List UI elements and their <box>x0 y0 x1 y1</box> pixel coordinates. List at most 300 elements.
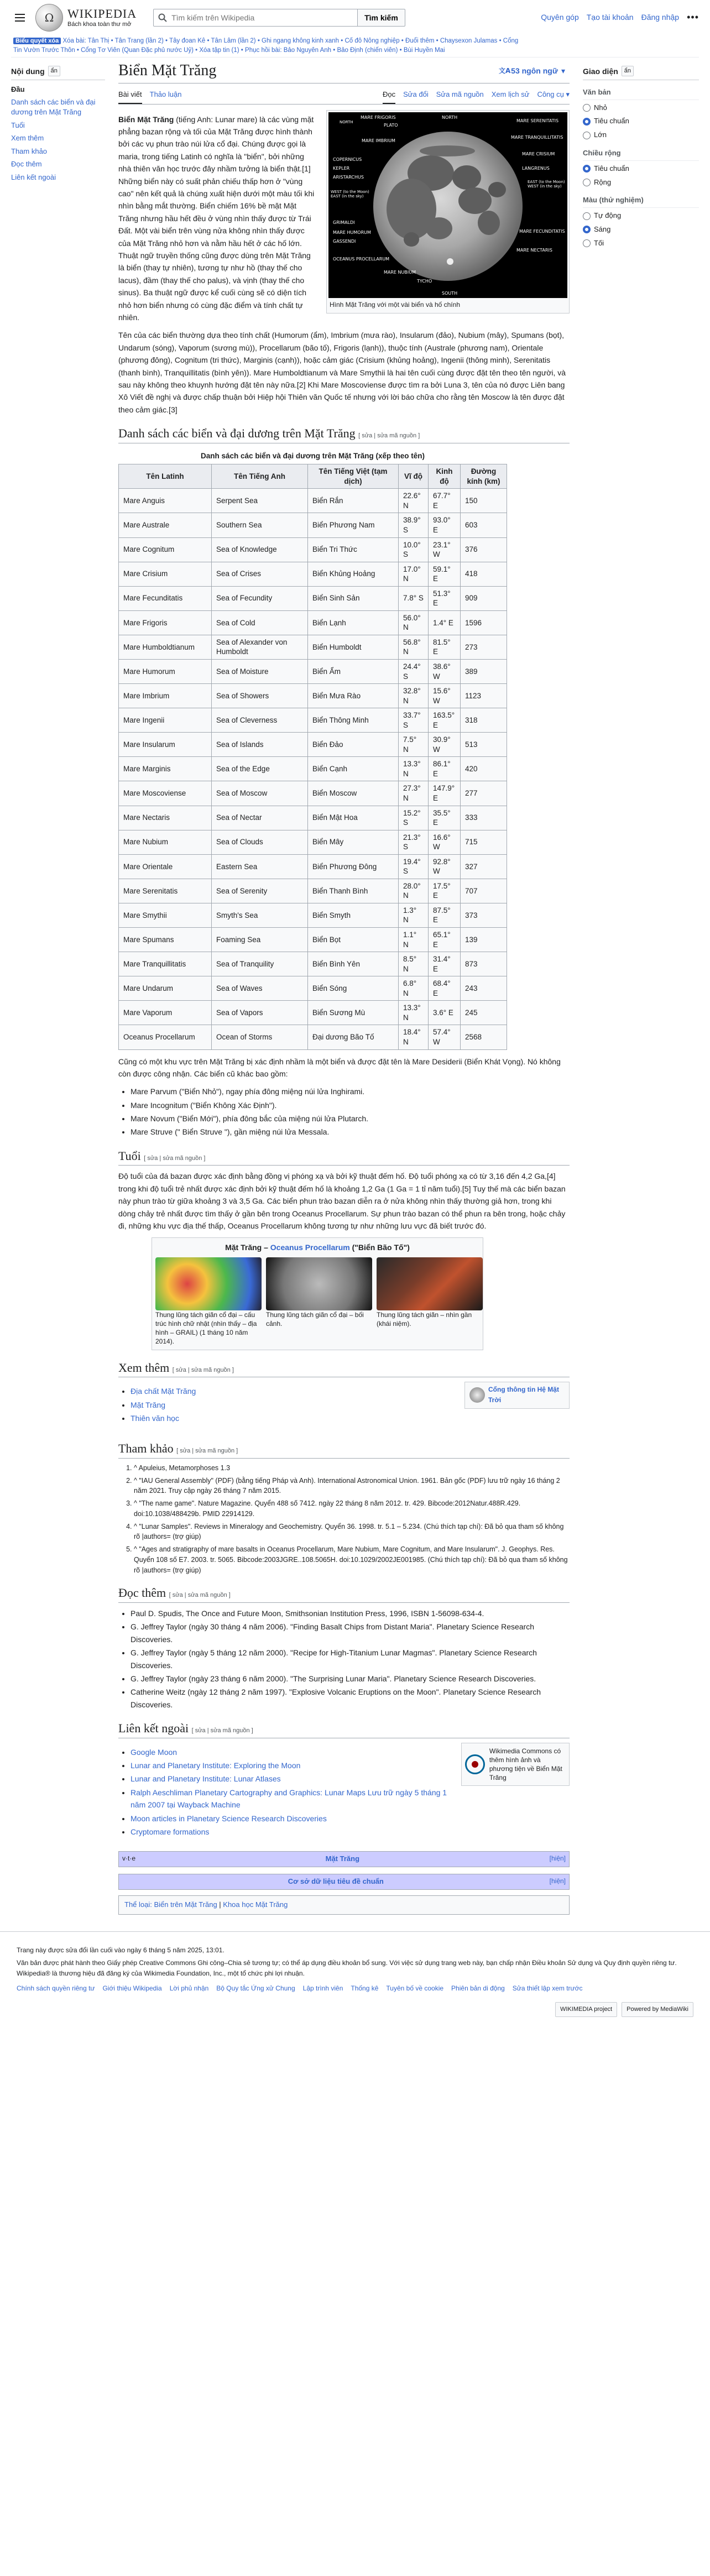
reference-item: 4. ^ "Lunar Samples". Reviews in Mineralogy and Geochemistry. Quyển 36. 1998. tr. 5.1 – 5.234. (Chú thích tạp chí): Đã bỏ qua tham số không rõ |authors= (trợ giúp) <box>134 1522 570 1543</box>
label-west: WEST (to the Moon) EAST (in the sky) <box>331 189 369 199</box>
list-item: • Catherine Weitz (ngày 12 tháng 2 năm 1997). "Explosive Volcanic Eruptions on the Moon". Planetary Science Research Discoveries. <box>130 1686 570 1711</box>
appearance-header <box>583 65 699 80</box>
wikimedia-badge[interactable]: WIKIMEDIA project <box>555 2002 617 2018</box>
appearance-hide-button[interactable]: ẩn <box>622 66 634 77</box>
mediawiki-badge[interactable]: Powered by MediaWiki <box>622 2002 693 2018</box>
table-row <box>119 1025 507 1049</box>
label-grimaldi: GRIMALDI <box>333 220 355 225</box>
label-north: NORTH <box>442 114 458 120</box>
cell-vietnamese-name: Biển Tri Thức <box>308 537 399 562</box>
cell-latitude: 1.3° N <box>399 903 429 927</box>
section-heading-list: Danh sách các biển và đại dương trên Mặt Trăng [ sửa | sửa mã nguồn ] <box>118 426 570 443</box>
appearance-option[interactable] <box>583 238 699 249</box>
cell-english-name: Serpent Sea <box>212 489 308 513</box>
gallery-caption: Thung lũng tách giãn cổ đại – cấu trúc hình chữ nhật (nhìn thấy – địa hình – GRAIL) (1 tháng 10 năm 2014). <box>155 1310 257 1346</box>
cell-diameter: 1123 <box>461 684 507 708</box>
cell-longitude: 35.5° E <box>429 806 461 830</box>
cell-longitude: 38.6° W <box>429 660 461 684</box>
footer-link[interactable]: Tuyên bố về cookie <box>386 1984 444 1993</box>
label-langrenus: LANGRENUS <box>522 165 550 171</box>
cell-latin-name: Mare Crisium <box>119 562 212 586</box>
col-english-name[interactable]: Tên Tiếng Anh <box>212 464 308 489</box>
footer-link[interactable]: Chính sách quyền riêng tư <box>17 1984 95 1993</box>
col-diameter[interactable]: Đường kính (km) <box>461 464 507 489</box>
cell-vietnamese-name: Biển Cạnh <box>308 757 399 781</box>
navbox-title[interactable]: Mặt Trăng <box>325 1854 360 1863</box>
cell-longitude: 30.9° W <box>429 733 461 757</box>
search-form <box>153 9 405 27</box>
radio-icon[interactable] <box>583 165 591 173</box>
external-link[interactable]: Lunar and Planetary Institute: Exploring the Moon <box>130 1761 301 1770</box>
label-mare-nectaris: MARE NECTARIS <box>516 247 552 253</box>
cell-diameter: 150 <box>461 489 507 513</box>
cell-vietnamese-name: Biển Sương Mù <box>308 1001 399 1025</box>
appearance-option-label: Lớn <box>594 130 607 139</box>
footer-link[interactable]: Thống kê <box>351 1984 379 1993</box>
cell-diameter: 389 <box>461 660 507 684</box>
table-row <box>119 952 507 976</box>
cell-english-name: Smyth's Sea <box>212 903 308 927</box>
label-mare-frigoris: MARE FRIGORIS <box>361 114 396 120</box>
navbox-authority <box>118 1874 570 1890</box>
col-latitude[interactable]: Vĩ độ <box>399 464 429 489</box>
gallery-image-grail[interactable] <box>155 1257 262 1310</box>
cell-english-name: Sea of Alexander von Humboldt <box>212 635 308 659</box>
cell-diameter: 513 <box>461 733 507 757</box>
cell-english-name: Sea of Moisture <box>212 660 308 684</box>
cell-latitude: 7.5° N <box>399 733 429 757</box>
cell-diameter: 2568 <box>461 1025 507 1049</box>
appearance-group <box>583 148 699 188</box>
main-menu-button[interactable] <box>11 9 29 27</box>
intro-paragraph-1: Biển Mặt Trăng (tiếng Anh: Lunar mare) là các vùng mặt phẳng bazan rộng và tối của Mặt Trăng được hình thành bởi các vụ phun trào núi lửa cổ đại. Chúng được gọi là maria, trong tiếng Latinh có nghĩa là "biển", bởi những nhà thiên văn học trước đây nhầm tưởng là biển thật.[1] Những biển này có suất phản chiếu thấp hơn ở "vùng cao" nên kết quả là chúng xuất hiện dưới một màu tối khi nhìn bằng mắt thường. Biển chiếm 16% bề mặt Mặt Trăng nhưng hầu hết đều ở vùng nhìn thấy được từ Trái Đất. Một vài biển trên vùng nửa không nhìn thấy được của Mặt Trăng nhỏ hơn và nằm hầu hết ở các hố lớn. Thuật ngữ truyền thống cũng được dùng trên Mặt Trăng là biển (thay tự nhiên), tương tự như hồ (thay thế cho lacus), đầm (thay thế cho palus), và vịnh (thay thế cho sinus). Ba thuật ngữ được kể cuối cùng sẽ có diện tích nhỏ hơn biển nhưng có cùng đặc điểm và tính chất tự nhiên. <box>118 114 315 322</box>
list-item: • Mare Novum ("Biển Mới"), phía đông bắc của miệng núi lửa Plutarch. <box>130 1112 570 1125</box>
login-link[interactable]: Đăng nhập <box>641 13 680 22</box>
cell-diameter: 318 <box>461 708 507 733</box>
cell-longitude: 163.5° E <box>429 708 461 733</box>
commons-icon <box>465 1754 485 1774</box>
last-modified: Trang này được sửa đổi lần cuối vào ngày 6 tháng 5 năm 2025, 13:01. <box>17 1946 225 1954</box>
appearance-option[interactable] <box>583 102 699 114</box>
category-link[interactable]: Biển trên Mặt Trăng <box>154 1900 217 1909</box>
label-mare-imbrium: MARE IMBRIUM <box>362 138 395 143</box>
cell-latin-name: Mare Serenitatis <box>119 879 212 903</box>
menu-icon-bar <box>15 20 25 22</box>
toc-item-external-links[interactable]: Liên kết ngoài <box>11 173 56 181</box>
footer-link[interactable]: Giới thiệu Wikipedia <box>102 1984 162 1993</box>
cell-latin-name: Mare Humboldtianum <box>119 635 212 659</box>
references-list <box>134 1463 570 1576</box>
navbox-title[interactable]: Cơ sở dữ liệu tiêu đề chuẩn <box>288 1877 384 1886</box>
table-row <box>119 733 507 757</box>
cell-latin-name: Mare Ingenii <box>119 708 212 733</box>
edit-section-link[interactable]: [ sửa | sửa mã nguồn ] <box>358 432 420 440</box>
label-plato: PLATO <box>384 122 398 128</box>
footer-link[interactable]: Sửa thiết lập xem trước <box>512 1984 583 1993</box>
edit-section-link[interactable]: [ sửa | sửa mã nguồn ] <box>144 1154 206 1162</box>
appearance-group-title: Màu (thử nghiệm) <box>583 195 699 208</box>
appearance-option[interactable] <box>583 224 699 236</box>
tab-edit[interactable]: Sửa đổi <box>403 90 429 98</box>
external-link[interactable]: Ralph Aeschliman Planetary Cartography and Graphics: Lunar Maps Lưu trữ ngày 5 tháng 1 năm 2007 tại Wayback Machine <box>130 1788 447 1810</box>
cell-english-name: Southern Sea <box>212 513 308 537</box>
cell-english-name: Sea of Nectar <box>212 806 308 830</box>
gallery-caption: Thung lũng tách giãn – nhìn gần (khái niệm). <box>377 1310 472 1328</box>
commons-box[interactable] <box>461 1743 570 1786</box>
logo-tagline: Bách khoa toàn thư mở <box>67 20 132 28</box>
toc-item-see-also[interactable]: Xem thêm <box>11 134 44 143</box>
cell-vietnamese-name: Biển Moscow <box>308 781 399 806</box>
label-east: EAST (to the Moon) WEST (in the sky) <box>528 179 565 189</box>
cell-longitude: 81.5° E <box>429 635 461 659</box>
toc-item-further-reading[interactable]: Đọc thêm <box>11 160 42 169</box>
table-of-contents <box>11 61 105 1915</box>
cell-longitude: 93.0° E <box>429 513 461 537</box>
cell-diameter: 333 <box>461 806 507 830</box>
table-row <box>119 684 507 708</box>
tab-edit-source[interactable]: Sửa mã nguồn <box>436 90 484 98</box>
cell-latitude: 24.4° S <box>399 660 429 684</box>
table-header-row <box>119 464 507 489</box>
cell-latin-name: Mare Australe <box>119 513 212 537</box>
table-row <box>119 660 507 684</box>
table-row <box>119 928 507 952</box>
col-vietnamese-name[interactable]: Tên Tiếng Việt (tạm dịch) <box>308 464 399 489</box>
external-link[interactable]: Cryptomare formations <box>130 1827 210 1837</box>
navbox-toggle[interactable]: [hiện] <box>549 1877 566 1885</box>
portal-box[interactable] <box>464 1382 570 1408</box>
cell-latin-name: Mare Moscoviense <box>119 781 212 806</box>
seas-table-body <box>119 489 507 1049</box>
cell-longitude: 87.5° E <box>429 903 461 927</box>
notice-line-2[interactable]: Tin Vườn Trước Thôn • Cổng Tơ Viên (Quan Đặc phủ nước Uỷ) • Xóa tập tin (1) • Phục hồi bài: Bảo Nguyên Anh • Bảo Định (chiến viên) • Bùi Huyền Mai <box>13 47 445 54</box>
logo-wordmark: WIKIPEDIA <box>67 7 137 21</box>
table-row <box>119 537 507 562</box>
radio-icon[interactable] <box>583 118 591 126</box>
label-mare-crisium: MARE CRISIUM <box>522 151 555 156</box>
cell-latitude: 38.9° S <box>399 513 429 537</box>
appearance-option[interactable] <box>583 129 699 141</box>
appearance-group <box>583 195 699 249</box>
cell-vietnamese-name: Biển Mây <box>308 830 399 854</box>
cell-latitude: 56.0° N <box>399 610 429 635</box>
footer-link[interactable]: Bộ Quy tắc Ứng xử Chung <box>216 1984 295 1993</box>
gallery-item[interactable] <box>155 1257 262 1346</box>
external-link[interactable]: Lunar and Planetary Institute: Lunar Atlases <box>130 1774 281 1784</box>
age-paragraph: Độ tuổi của đá bazan được xác định bằng đồng vị phóng xạ và bởi kỹ thuật đếm hố. Độ tuổi phóng xạ có từ 3,16 đến 4,2 Ga,[4] trong khi độ tuổi trẻ nhất được xác định bởi kỹ thuật đếm hố là khoảng 1,2 Ga (1 Ga = 1 tỉ năm tuổi).[5] Tuy thế mà các biển bazan này phun trào từ giữa khoảng 3 và 3,5 Ga. Các biển phun trào bazan diễn ra ở nửa không nhìn thấy thường giả hơn, trong khi dòng chảy trẻ nhất được tìm thấy ở gần bên trong Oceanus Procellarum. Sự phun trào bazan có thể phun ra bên trong, hoặc chảy đi, những khu vực địa thế thấp, Oceanus Procellarum không tương tự như những lưu vực đã biết trước đó. <box>118 1172 566 1230</box>
cell-vietnamese-name: Biển Lạnh <box>308 610 399 635</box>
cell-english-name: Eastern Sea <box>212 854 308 879</box>
toc-header <box>11 65 105 80</box>
cell-latin-name: Mare Frigoris <box>119 610 212 635</box>
radio-icon[interactable] <box>583 179 591 186</box>
toc-item-top[interactable]: Đầu <box>11 85 25 93</box>
cell-english-name: Foaming Sea <box>212 928 308 952</box>
cell-english-name: Sea of Crises <box>212 562 308 586</box>
section-heading-external-links: Liên kết ngoài [ sửa | sửa mã nguồn ] <box>118 1721 570 1738</box>
cell-latitude: 13.3° N <box>399 757 429 781</box>
cell-diameter: 277 <box>461 781 507 806</box>
cell-longitude: 59.1° E <box>429 562 461 586</box>
cell-longitude: 16.6° W <box>429 830 461 854</box>
appearance-option[interactable] <box>583 163 699 175</box>
cell-latin-name: Mare Smythii <box>119 903 212 927</box>
cell-latin-name: Mare Vaporum <box>119 1001 212 1025</box>
cell-longitude: 65.1° E <box>429 928 461 952</box>
cell-vietnamese-name: Biển Đảo <box>308 733 399 757</box>
col-longitude[interactable]: Kinh độ <box>429 464 461 489</box>
label-mare-humorum: MARE HUMORUM <box>333 229 371 235</box>
chevron-down-icon: ▾ <box>561 66 565 75</box>
list-item: • Paul D. Spudis, The Once and Future Moon, Smithsonian Institution Press, 1996, ISBN 1-56098-634-4. <box>130 1607 570 1619</box>
appearance-option[interactable] <box>583 116 699 127</box>
edit-section-link[interactable]: [ sửa | sửa mã nguồn ] <box>176 1448 238 1455</box>
site-header <box>0 0 710 35</box>
portal-link[interactable]: Cổng thông tin Hệ Mặt Trời <box>488 1386 559 1404</box>
menu-icon-bar <box>15 14 25 15</box>
cell-latitude: 6.8° N <box>399 976 429 1001</box>
table-row <box>119 586 507 610</box>
cell-latin-name: Mare Cognitum <box>119 537 212 562</box>
gallery-image-context[interactable] <box>266 1257 372 1310</box>
title-row <box>118 61 570 83</box>
label-mare-serenitatis: MARE SERENITATIS <box>516 118 559 123</box>
search-input[interactable] <box>170 13 353 23</box>
license-text: Văn bản được phát hành theo Giấy phép Creative Commons Ghi công–Chia sẻ tương tự; có thể áp dụng điều khoản bổ sung. Với việc sử dụng trang web này, bạn chấp nhận Điều khoản Sử dụng và Quy định quyền riêng tư. Wikipedia® là thương hiệu đã đăng ký của Wikimedia Foundation, Inc., một tổ chức phi lợi nhuận. <box>17 1959 677 1978</box>
cell-diameter: 418 <box>461 562 507 586</box>
cell-vietnamese-name: Biển Mưa Rào <box>308 684 399 708</box>
cell-english-name: Sea of Serenity <box>212 879 308 903</box>
cell-latitude: 32.8° N <box>399 684 429 708</box>
reference-item: 5. ^ "Ages and stratigraphy of mare basalts in Oceanus Procellarum, Mare Nubium, Mare Cognitum, and Mare Insularum". J. Geophys. Res. Quyển 108 số E7. 2003. tr. 5065. Bibcode:2003JGRE..108.5065H. doi:10.1029/2002JE001985. (Chú thích tạp chí): Đã bỏ qua tham số không rõ |authors= (trợ giúp) <box>134 1544 570 1575</box>
user-links <box>541 9 699 25</box>
cell-vietnamese-name: Biển Phương Đông <box>308 854 399 879</box>
external-link[interactable]: Google Moon <box>130 1747 178 1757</box>
appearance-group-title: Chiều rộng <box>583 148 699 161</box>
see-also-link[interactable]: Địa chất Mặt Trăng <box>130 1387 196 1396</box>
cell-latitude: 17.0° N <box>399 562 429 586</box>
cell-latitude: 8.5° N <box>399 952 429 976</box>
edit-section-link[interactable]: [ sửa | sửa mã nguồn ] <box>172 1366 234 1373</box>
table-row <box>119 610 507 635</box>
cell-longitude: 67.7° E <box>429 489 461 513</box>
appearance-option-label: Sáng <box>594 225 611 234</box>
cell-diameter: 715 <box>461 830 507 854</box>
label-copernicus: COPERNICUS <box>333 156 362 162</box>
cell-english-name: Sea of Knowledge <box>212 537 308 562</box>
language-button[interactable] <box>494 62 570 79</box>
commons-text: Wikimedia Commons có thêm hình ảnh và phương tiện về Biển Mặt Trăng <box>489 1747 562 1782</box>
cell-english-name: Sea of Cleverness <box>212 708 308 733</box>
cell-latitude: 28.0° N <box>399 879 429 903</box>
tab-talk[interactable]: Thảo luận <box>149 90 182 98</box>
gallery-title: Mặt Trăng – Oceanus Procellarum ("Biển Bão Tố") <box>225 1243 410 1252</box>
table-row <box>119 635 507 659</box>
language-count: 53 ngôn ngữ <box>511 66 558 75</box>
edit-section-link[interactable]: [ sửa | sửa mã nguồn ] <box>191 1727 253 1734</box>
donate-link[interactable]: Quyên góp <box>541 13 579 22</box>
gallery-caption: Thung lũng tách giãn cổ đại – bối cảnh. <box>266 1310 364 1328</box>
reference-item: 1. ^ Apuleius, Metamorphoses 1.3 <box>134 1463 570 1474</box>
cell-diameter: 273 <box>461 635 507 659</box>
further-reading-list <box>130 1607 570 1711</box>
tab-read[interactable]: Đọc <box>383 87 395 104</box>
more-options-icon[interactable]: ••• <box>687 12 699 23</box>
cell-longitude: 86.1° E <box>429 757 461 781</box>
cell-latitude: 1.1° N <box>399 928 429 952</box>
toc-title: Nội dung <box>11 66 45 76</box>
cell-latin-name: Mare Undarum <box>119 976 212 1001</box>
cell-vietnamese-name: Biển Sóng <box>308 976 399 1001</box>
cell-longitude: 147.9° E <box>429 781 461 806</box>
cell-latin-name: Mare Marginis <box>119 757 212 781</box>
tab-tools[interactable]: Công cụ ▾ <box>537 90 570 98</box>
cell-latitude: 19.4° S <box>399 854 429 879</box>
create-account-link[interactable]: Tạo tài khoản <box>586 13 634 22</box>
navbox-toggle[interactable]: [hiện] <box>549 1854 566 1863</box>
page-footer <box>0 1931 710 2034</box>
navbox-vte[interactable]: v·t·e <box>122 1854 135 1863</box>
see-also-link[interactable]: Thiên văn học <box>130 1413 179 1423</box>
toc-item-age[interactable]: Tuổi <box>11 121 25 129</box>
radio-icon[interactable] <box>583 104 591 112</box>
cell-latitude: 21.3° S <box>399 830 429 854</box>
old-seas-list <box>130 1085 570 1138</box>
table-row <box>119 879 507 903</box>
cell-longitude: 1.4° E <box>429 610 461 635</box>
radio-icon[interactable] <box>583 226 591 233</box>
category-link[interactable]: Khoa học Mặt Trăng <box>223 1900 288 1909</box>
svg-text:文A: 文A <box>499 66 511 75</box>
cell-vietnamese-name: Biển Smyth <box>308 903 399 927</box>
cell-diameter: 327 <box>461 854 507 879</box>
moon-image[interactable] <box>328 112 567 298</box>
see-also-list <box>130 1384 196 1425</box>
cell-latin-name: Mare Insularum <box>119 733 212 757</box>
menu-icon-bar <box>15 17 25 18</box>
label-kepler: KEPLER <box>333 165 350 171</box>
table-row <box>119 513 507 537</box>
cell-latin-name: Mare Anguis <box>119 489 212 513</box>
label-oceanus-procellarum: OCEANUS PROCELLARUM <box>333 256 390 262</box>
cell-longitude: 23.1° W <box>429 537 461 562</box>
radio-icon[interactable] <box>583 132 591 139</box>
appearance-group <box>583 87 699 141</box>
cell-latin-name: Mare Tranquillitatis <box>119 952 212 976</box>
cell-latitude: 56.8° N <box>399 635 429 659</box>
procellarum-gallery <box>152 1237 483 1350</box>
cell-diameter: 603 <box>461 513 507 537</box>
appearance-option[interactable] <box>583 210 699 222</box>
after-table-text: Cũng có một khu vực trên Mặt Trăng bị xác định nhầm là một biển và được đặt tên là Mare Desiderii (Biển Khát Vọng). Nó không còn được công nhận. Các biển cũ khác bao gồm: <box>118 1057 561 1078</box>
gallery-item[interactable] <box>266 1257 372 1346</box>
appearance-option-label: Tối <box>594 238 604 247</box>
wikipedia-logo[interactable] <box>35 4 137 32</box>
cell-longitude: 68.4° E <box>429 976 461 1001</box>
cell-diameter: 1596 <box>461 610 507 635</box>
section-heading-references: Tham khảo [ sửa | sửa mã nguồn ] <box>118 1441 570 1459</box>
navbox-moon <box>118 1851 570 1867</box>
cell-vietnamese-name: Biển Ẩm <box>308 660 399 684</box>
cell-latitude: 13.3° N <box>399 1001 429 1025</box>
cell-vietnamese-name: Biển Phương Nam <box>308 513 399 537</box>
cell-latin-name: Mare Fecunditatis <box>119 586 212 610</box>
footer-links <box>17 1983 693 2017</box>
tab-history[interactable]: Xem lịch sử <box>491 90 530 98</box>
radio-icon[interactable] <box>583 239 591 247</box>
moon-caption: Hình Mặt Trăng với một vài biển và hố chính <box>330 300 460 309</box>
gallery-item[interactable] <box>377 1257 483 1346</box>
cell-longitude: 51.3° E <box>429 586 461 610</box>
moon-figure <box>326 110 570 314</box>
appearance-title: Giao diện <box>583 66 618 76</box>
category-links: Thể loại: Biển trên Mặt Trăng | Khoa học Mặt Trăng <box>118 1895 570 1915</box>
gallery-image-closeup[interactable] <box>377 1257 483 1310</box>
globe-icon: Ω <box>35 4 63 32</box>
footer-link[interactable]: Lập trình viên <box>302 1984 343 1993</box>
page-container <box>0 61 710 1915</box>
footer-link[interactable]: Phiên bản di động <box>451 1984 505 1993</box>
solar-system-icon <box>469 1387 485 1403</box>
see-also-link[interactable]: Mặt Trăng <box>130 1400 166 1409</box>
tab-article[interactable]: Bài viết <box>118 87 142 104</box>
cell-english-name: Sea of Showers <box>212 684 308 708</box>
cell-vietnamese-name: Biển Rắn <box>308 489 399 513</box>
categories-label[interactable]: Thể loại: <box>124 1900 152 1909</box>
appearance-option-label: Tiêu chuẩn <box>594 117 629 126</box>
col-latin-name[interactable]: Tên Latinh <box>119 464 212 489</box>
external-links-list <box>130 1745 461 1840</box>
cell-latin-name: Mare Humorum <box>119 660 212 684</box>
cell-english-name: Sea of Moscow <box>212 781 308 806</box>
list-item: • Mare Struve (" Biển Struve "), gần miệng núi lửa Messala. <box>130 1126 570 1138</box>
cell-longitude: 15.6° W <box>429 684 461 708</box>
table-row <box>119 781 507 806</box>
toc-item-list[interactable]: Danh sách các biển và đại dương trên Mặt Trăng <box>11 98 96 116</box>
cell-diameter: 707 <box>461 879 507 903</box>
intro-paragraph-2: Tên của các biển thường dựa theo tính chất (Humorum (ẩm), Imbrium (mưa rào), Insularum (đảo), Nubium (mây), Spumans (bọt), Undarum (sóng), Vaporum (sương mù)), Procellarum (bão tố), Frigoris (lạnh)), thuộc tính (Australe (phương nam), Orientale (phương đông), Cognitum (tri thức), Marginis (cạnh)), hoặc cảm giác (Crisium (khủng hoảng), Ingenii (thông minh), Serenitatis (thanh bình), Tranquillitatis (bình yên)). Mare Humboldtianum và Mare Smythii là hai tên cuối cùng được đặt tên theo tên người, và sau này không theo khuynh hướng đặt tên này nữa.[2] Khi Mare Moscoviense được tìm ra bởi Luna 3, tên của nó được Liên bang Xô Viết đề nghị và được chấp thuận bởi Hiệp hội Thiên văn Quốc tế nhưng với lời báo chữa cho rằng tên Moscow là tên được đặt theo cảm giác.[3] <box>118 331 566 414</box>
appearance-option-label: Rộng <box>594 177 612 186</box>
footer-link[interactable]: Lời phủ nhận <box>169 1984 209 1993</box>
cell-longitude: 57.4° W <box>429 1025 461 1049</box>
appearance-option[interactable] <box>583 177 699 189</box>
appearance-group-title: Văn bản <box>583 87 699 100</box>
search-box <box>153 9 358 27</box>
notice-line-1[interactable]: Xóa bài: Tân Thị • Tân Trang (lần 2) • Tây đoan Kê • Tân Lâm (lần 2) • Ghi ngang không kinh xanh • Cố đô Nông nghiệp • Đuổi thêm • Chaysexon Julamas • Cổng <box>62 38 519 44</box>
radio-icon[interactable] <box>583 212 591 220</box>
section-heading-further-reading: Đọc thêm [ sửa | sửa mã nguồn ] <box>118 1585 570 1603</box>
article-body <box>118 104 570 1915</box>
label-tycho: TYCHO <box>417 278 432 284</box>
search-button[interactable]: Tìm kiếm <box>358 9 405 27</box>
toc-hide-button[interactable]: ẩn <box>48 66 60 77</box>
cell-english-name: Sea of Tranquility <box>212 952 308 976</box>
cell-longitude: 3.6° E <box>429 1001 461 1025</box>
cell-vietnamese-name: Biển Humboldt <box>308 635 399 659</box>
toc-item-references[interactable]: Tham khảo <box>11 147 48 155</box>
label-mare-nubium: MARE NUBIUM <box>384 269 416 275</box>
table-row <box>119 757 507 781</box>
table-row <box>119 562 507 586</box>
cell-vietnamese-name: Đại dương Bão Tố <box>308 1025 399 1049</box>
edit-section-link[interactable]: [ sửa | sửa mã nguồn ] <box>169 1592 231 1599</box>
external-link[interactable]: Moon articles in Planetary Science Research Discoveries <box>130 1814 327 1823</box>
cell-diameter: 376 <box>461 537 507 562</box>
cell-longitude: 31.4° E <box>429 952 461 976</box>
reference-item: 2. ^ "IAU General Assembly" (PDF) (bằng tiếng Pháp và Anh). International Astronomical Union. 1961. Bản gốc (PDF) lưu trữ ngày 16 tháng 2 năm 2021. Truy cập ngày 26 tháng 7 năm 2015. <box>134 1476 570 1497</box>
table-row <box>119 854 507 879</box>
list-item: • G. Jeffrey Taylor (ngày 30 tháng 4 năm 2006). "Finding Basalt Chips from Distant Maria". Planetary Science Research Discoveries. <box>130 1621 570 1645</box>
